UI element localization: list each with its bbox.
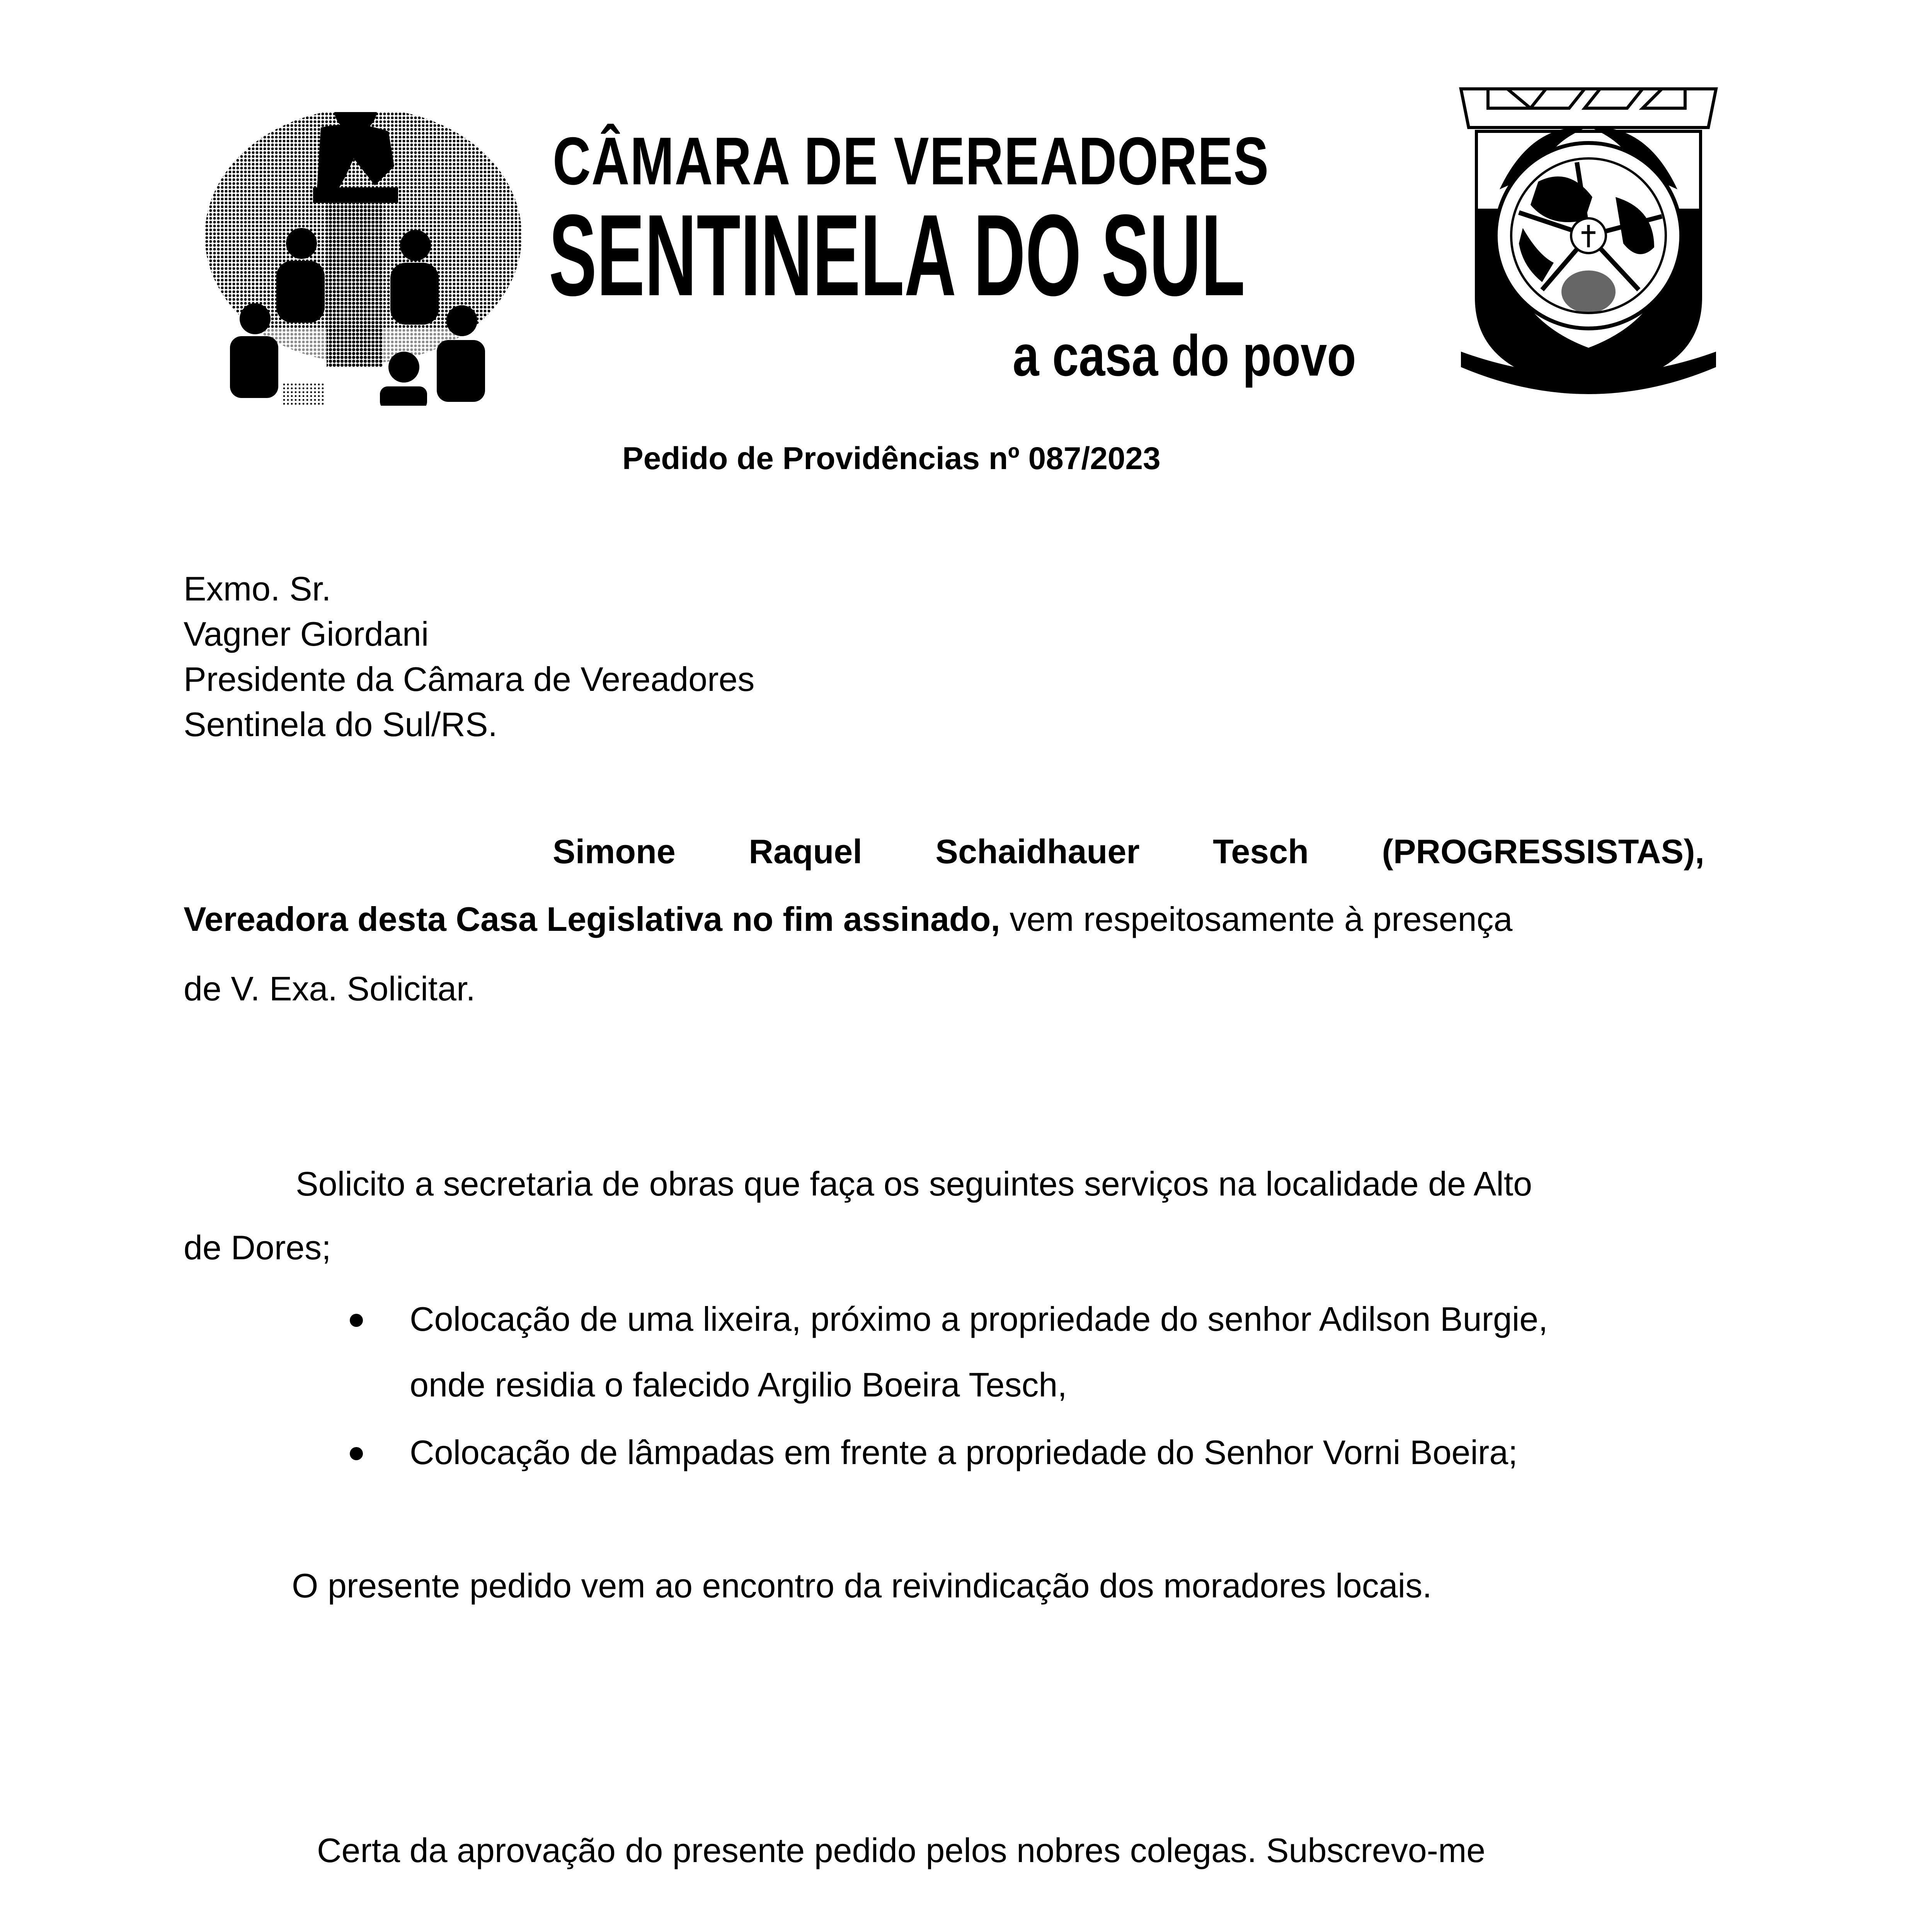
municipality-name: SENTINELA DO SUL	[549, 190, 1245, 320]
recipient-role: Presidente da Câmara de Vereadores	[184, 660, 755, 698]
bullet-icon	[350, 1447, 363, 1460]
bullet-icon	[350, 1314, 363, 1327]
intro-request-text: vem respeitosamente à presença	[1000, 900, 1513, 938]
intro-line-2	[184, 902, 1512, 936]
municipal-coat-of-arms-icon	[1453, 81, 1724, 421]
author-surname-1: Schaidhauer	[935, 832, 1140, 871]
chamber-logo	[193, 112, 526, 406]
justification: O presente pedido vem ao encontro da reivindicação dos moradores locais.	[292, 1566, 1432, 1605]
intro-line-1	[553, 832, 1704, 871]
intro-author-role: Vereadora desta Casa Legislativa no fim assinado,	[184, 900, 1000, 938]
request-item-1-line-2: onde residia o falecido Argilio Boeira Tesch,	[410, 1366, 1067, 1404]
motto: a casa do povo	[1013, 323, 1356, 388]
author-first-name: Simone	[553, 832, 676, 871]
request-item-2-line-1: Colocação de lâmpadas em frente a propriedade do Senhor Vorni Boeira;	[410, 1433, 1518, 1471]
chamber-name: CÂMARA DE VEREADORES	[553, 124, 1269, 199]
coat-of-arms	[1453, 81, 1724, 421]
intro-line-3: de V. Exa. Solicitar.	[184, 969, 475, 1008]
document-title: Pedido de Providências nº 087/2023	[622, 441, 1161, 476]
people-assembly-icon	[193, 112, 526, 406]
recipient-salutation: Exmo. Sr.	[184, 570, 331, 608]
request-line-2: de Dores;	[184, 1228, 331, 1267]
recipient-city: Sentinela do Sul/RS.	[184, 705, 498, 743]
request-item-1-line-1: Colocação de uma lixeira, próximo a propriedade do senhor Adilson Burgie,	[410, 1300, 1548, 1338]
closing-text: Certa da aprovação do presente pedido pelos nobres colegas. Subscrevo-me	[317, 1831, 1486, 1869]
recipient-name: Vagner Giordani	[184, 615, 429, 653]
author-party: (PROGRESSISTAS),	[1382, 832, 1704, 871]
author-surname-2: Tesch	[1213, 832, 1309, 871]
request-line-1: Solicito a secretaria de obras que faça os seguintes serviços na localidade de Alto	[296, 1165, 1532, 1203]
author-middle-name: Raquel	[749, 832, 862, 871]
